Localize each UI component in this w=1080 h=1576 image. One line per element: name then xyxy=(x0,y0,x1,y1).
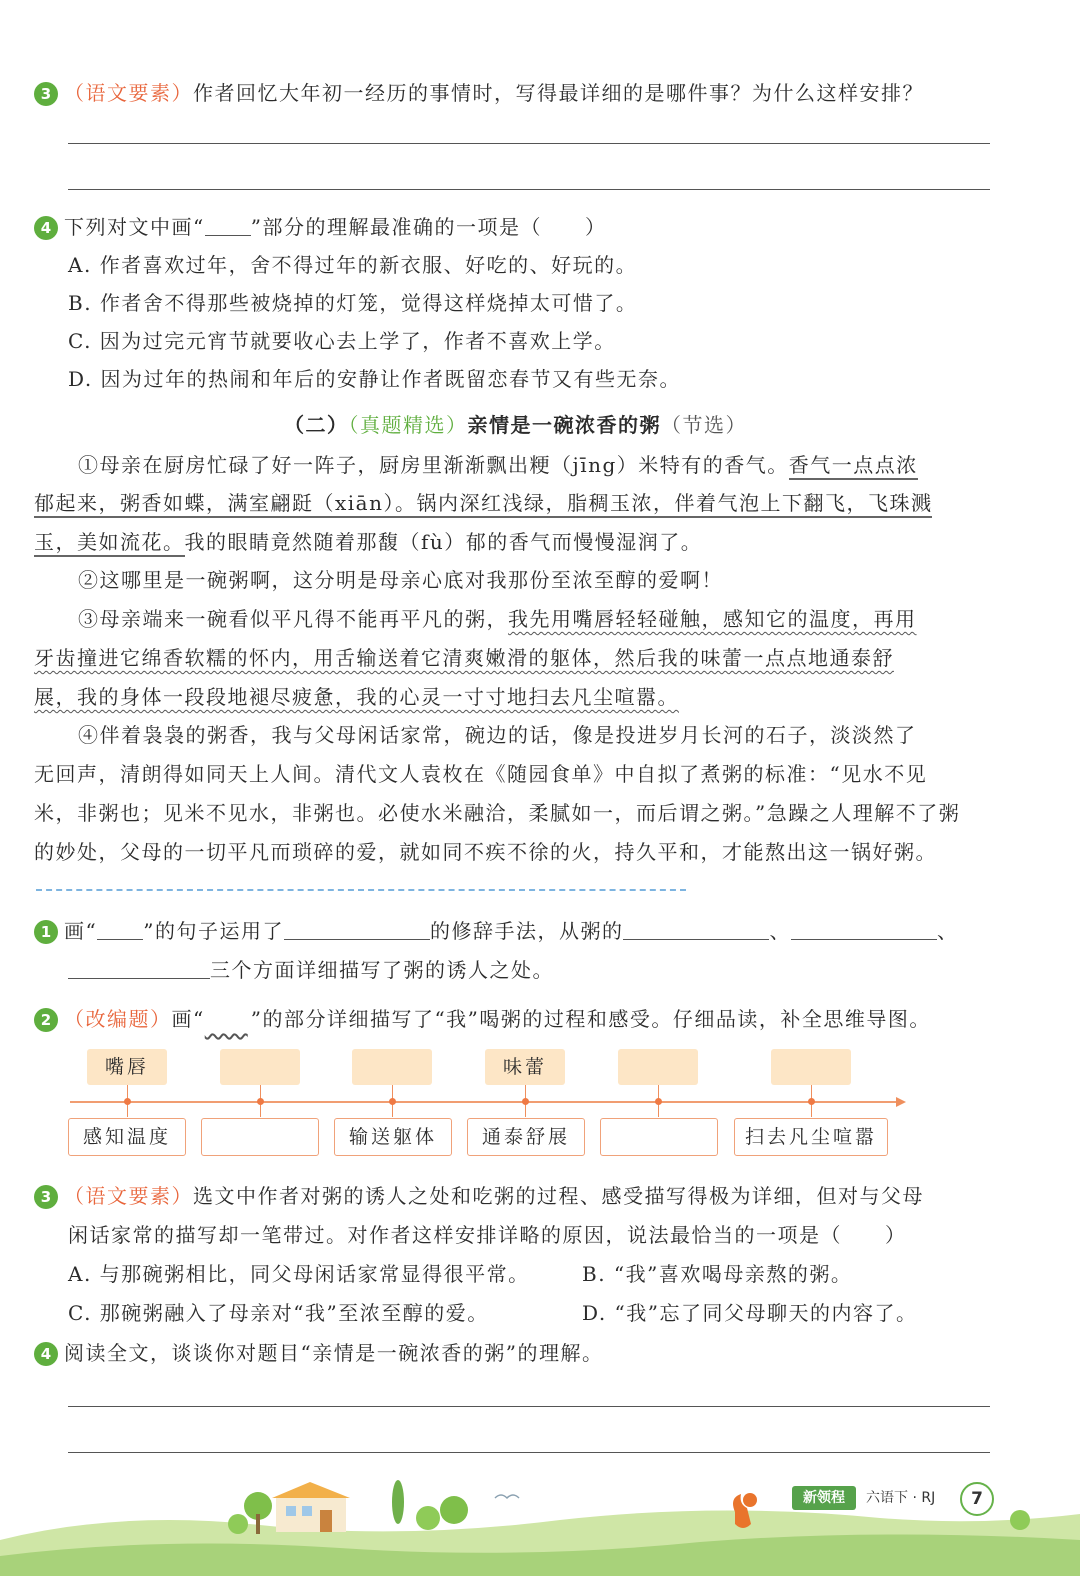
paragraph-4-line-1: ④伴着袅袅的粥香，我与父母闲话家常，碗边的话，像是投进岁月长河的石子，淡淡然了 xyxy=(78,723,917,747)
page-number: 7 xyxy=(960,1482,994,1516)
paragraph-1-line-1 xyxy=(78,450,918,480)
question-4 xyxy=(34,1338,603,1368)
option-d[interactable]: D. “我”忘了同父母聊天的内容了。 xyxy=(582,1301,918,1325)
passage-number: （二） xyxy=(284,413,349,437)
underline-sample xyxy=(205,215,251,236)
question-text: 作者回忆大年初一经历的事情时，写得最详细的是哪件事？为什么这样安排？ xyxy=(193,81,924,105)
question-1 xyxy=(34,916,958,946)
mind-map-top-box-blank[interactable] xyxy=(618,1049,698,1085)
paragraph-4-line-4: 的妙处，父母的一切平凡而琐碎的爱，就如同不疾不徐的火，持久平和，才能熬出这一锅好粥。 xyxy=(34,840,937,864)
text-segment: 、 xyxy=(769,919,791,943)
question-1-line-2 xyxy=(68,955,554,985)
brand-logo: 新领程 xyxy=(792,1486,856,1510)
question-text-post: ”部分的理解最准确的一项是（ ） xyxy=(250,215,607,239)
question-text: 选文中作者对粥的诱人之处和吃粥的过程、感受描写得极为详细，但对与父母 xyxy=(193,1184,924,1208)
text-segment: ①母亲在厨房忙碌了好一阵子，厨房里渐渐飘出粳（jīng）米特有的香气。 xyxy=(78,453,789,477)
timeline-dot xyxy=(389,1098,396,1105)
paragraph-4-line-2: 无回声，清朗得如同天上人间。清代文人袁枚在《随园食单》中自拟了煮粥的标准：“见水不见 xyxy=(34,762,928,786)
option-d[interactable]: D. 因为过年的热闹和年后的安静让作者既留恋春节又有些无奈。 xyxy=(68,367,682,391)
question-3-top xyxy=(34,78,924,108)
fill-blank[interactable] xyxy=(791,919,937,940)
timeline-dot xyxy=(257,1098,264,1105)
passage-title xyxy=(284,410,747,440)
paragraph-1-line-2 xyxy=(34,488,932,518)
question-3-line-2: 闲话家常的描写却一笔带过。对作者这样安排详略的原因，说法最恰当的一项是（ ） xyxy=(68,1223,907,1247)
mind-map-top-box: 嘴唇 xyxy=(87,1049,167,1085)
question-tag: （改编题） xyxy=(64,1007,172,1031)
mind-map-bottom-box: 通泰舒展 xyxy=(467,1118,585,1156)
passage-title-text: 亲情是一碗浓香的粥 xyxy=(467,413,661,437)
paragraph-4-line-3: 米，非粥也；见米不见水，非粥也。必使水米融洽，柔腻如一，而后谓之粥。”急躁之人理解不了粥 xyxy=(34,801,961,825)
fill-blank[interactable] xyxy=(284,919,430,940)
option-c[interactable]: C. 那碗粥融入了母亲对“我”至浓至醇的爱。 xyxy=(68,1301,489,1325)
question-number-badge: 3 xyxy=(34,1185,58,1209)
underlined-segment: 香气一点点浓 xyxy=(789,453,918,480)
mind-map-top-box-blank[interactable] xyxy=(220,1049,300,1085)
answer-line[interactable] xyxy=(68,143,990,144)
paragraph-2: ②这哪里是一碗粥啊，这分明是母亲心底对我那份至浓至醇的爱啊！ xyxy=(78,568,723,592)
question-4-top xyxy=(34,212,606,242)
text-segment: 三个方面详细描写了粥的诱人之处。 xyxy=(210,958,554,982)
option-b[interactable]: B. 作者舍不得那些被烧掉的灯笼，觉得这样烧掉太可惜了。 xyxy=(68,291,638,315)
question-number-badge: 2 xyxy=(34,1008,58,1032)
mind-map-top-box-blank[interactable] xyxy=(352,1049,432,1085)
timeline-dot xyxy=(808,1098,815,1105)
question-tag: （语文要素） xyxy=(64,1184,193,1208)
section-divider xyxy=(36,889,686,891)
underlined-segment: 郁起来，粥香如蝶，满室翩跹（xiān）。锅内深红浅绿，脂稠玉浓，伴着气泡上下翻飞，飞珠溅 xyxy=(34,491,932,518)
option-a[interactable]: A. 作者喜欢过年，舍不得过年的新衣服、好吃的、好玩的。 xyxy=(68,253,638,277)
paragraph-3-line-1 xyxy=(78,604,917,634)
mind-map-bottom-box-blank[interactable] xyxy=(600,1118,718,1156)
fill-blank[interactable] xyxy=(623,919,769,940)
question-text: 阅读全文，谈谈你对题目“亲情是一碗浓香的粥”的理解。 xyxy=(64,1341,604,1365)
paragraph-1-line-3 xyxy=(34,527,702,557)
answer-line[interactable] xyxy=(68,189,990,190)
mind-map-top-box-blank[interactable] xyxy=(771,1049,851,1085)
timeline-dot xyxy=(655,1098,662,1105)
mind-map-bottom-box: 感知温度 xyxy=(68,1118,186,1156)
timeline-dot xyxy=(124,1098,131,1105)
mind-map-bottom-box: 扫去凡尘喧嚣 xyxy=(734,1118,888,1156)
question-2 xyxy=(34,1004,931,1034)
mind-map-top-box: 味蕾 xyxy=(485,1049,565,1085)
question-number-badge: 3 xyxy=(34,82,58,106)
paragraph-3-line-3 xyxy=(34,682,679,712)
question-3 xyxy=(34,1181,924,1211)
wavy-underlined-segment: 牙齿撞进它绵香软糯的怀内，用舌输送着它清爽嫩滑的躯体，然后我的味蕾一点点地通泰舒 xyxy=(34,646,894,670)
question-text-pre: 下列对文中画“ xyxy=(64,215,205,239)
question-number-badge: 4 xyxy=(34,216,58,240)
text-segment: 的修辞手法，从粥的 xyxy=(429,919,624,943)
answer-line[interactable] xyxy=(68,1406,990,1407)
text-segment: 、 xyxy=(936,919,959,943)
mind-map-bottom-box-blank[interactable] xyxy=(201,1118,319,1156)
option-a[interactable]: A. 与那碗粥相比，同父母闲话家常显得很平常。 xyxy=(68,1262,530,1286)
underline-sample xyxy=(97,919,143,940)
question-tag: （语文要素） xyxy=(64,81,193,105)
mind-map-bottom-box: 输送躯体 xyxy=(334,1118,452,1156)
wavy-underlined-segment: 我先用嘴唇轻轻碰触，感知它的温度，再用 xyxy=(508,607,917,631)
text-segment: ”的部分详细描写了“我”喝粥的过程和感受。仔细品读，补全思维导图。 xyxy=(250,1007,931,1031)
text-segment: ③母亲端来一碗看似平凡得不能再平凡的粥， xyxy=(78,607,508,631)
wavy-underline-sample xyxy=(205,1006,251,1026)
underlined-segment: 玉，美如流花。 xyxy=(34,530,185,557)
answer-line[interactable] xyxy=(68,1452,990,1453)
mind-map-timeline xyxy=(70,1094,910,1110)
question-number-badge: 4 xyxy=(34,1342,58,1366)
option-c[interactable]: C. 因为过完元宵节就要收心去上学了，作者不喜欢上学。 xyxy=(68,329,616,353)
timeline-dot xyxy=(522,1098,529,1105)
passage-note: （节选） xyxy=(661,413,747,437)
text-segment: ”的句子运用了 xyxy=(143,919,284,943)
wavy-underlined-segment: 展，我的身体一段段地褪尽疲惫，我的心灵一寸寸地扫去凡尘喧嚣。 xyxy=(34,685,679,709)
paragraph-3-line-2 xyxy=(34,643,894,673)
text-segment: 画“ xyxy=(64,919,98,943)
text-segment: 我的眼睛竟然随着那馥（fù）郁的香气而慢慢湿润了。 xyxy=(184,530,703,554)
fill-blank[interactable] xyxy=(68,958,210,979)
text-segment: 画“ xyxy=(171,1007,205,1031)
question-number-badge: 1 xyxy=(34,920,58,944)
option-b[interactable]: B. “我”喜欢喝母亲熬的粥。 xyxy=(582,1262,853,1286)
passage-tag: （真题精选） xyxy=(348,413,468,437)
book-info: 六语下 · RJ xyxy=(866,1490,936,1506)
